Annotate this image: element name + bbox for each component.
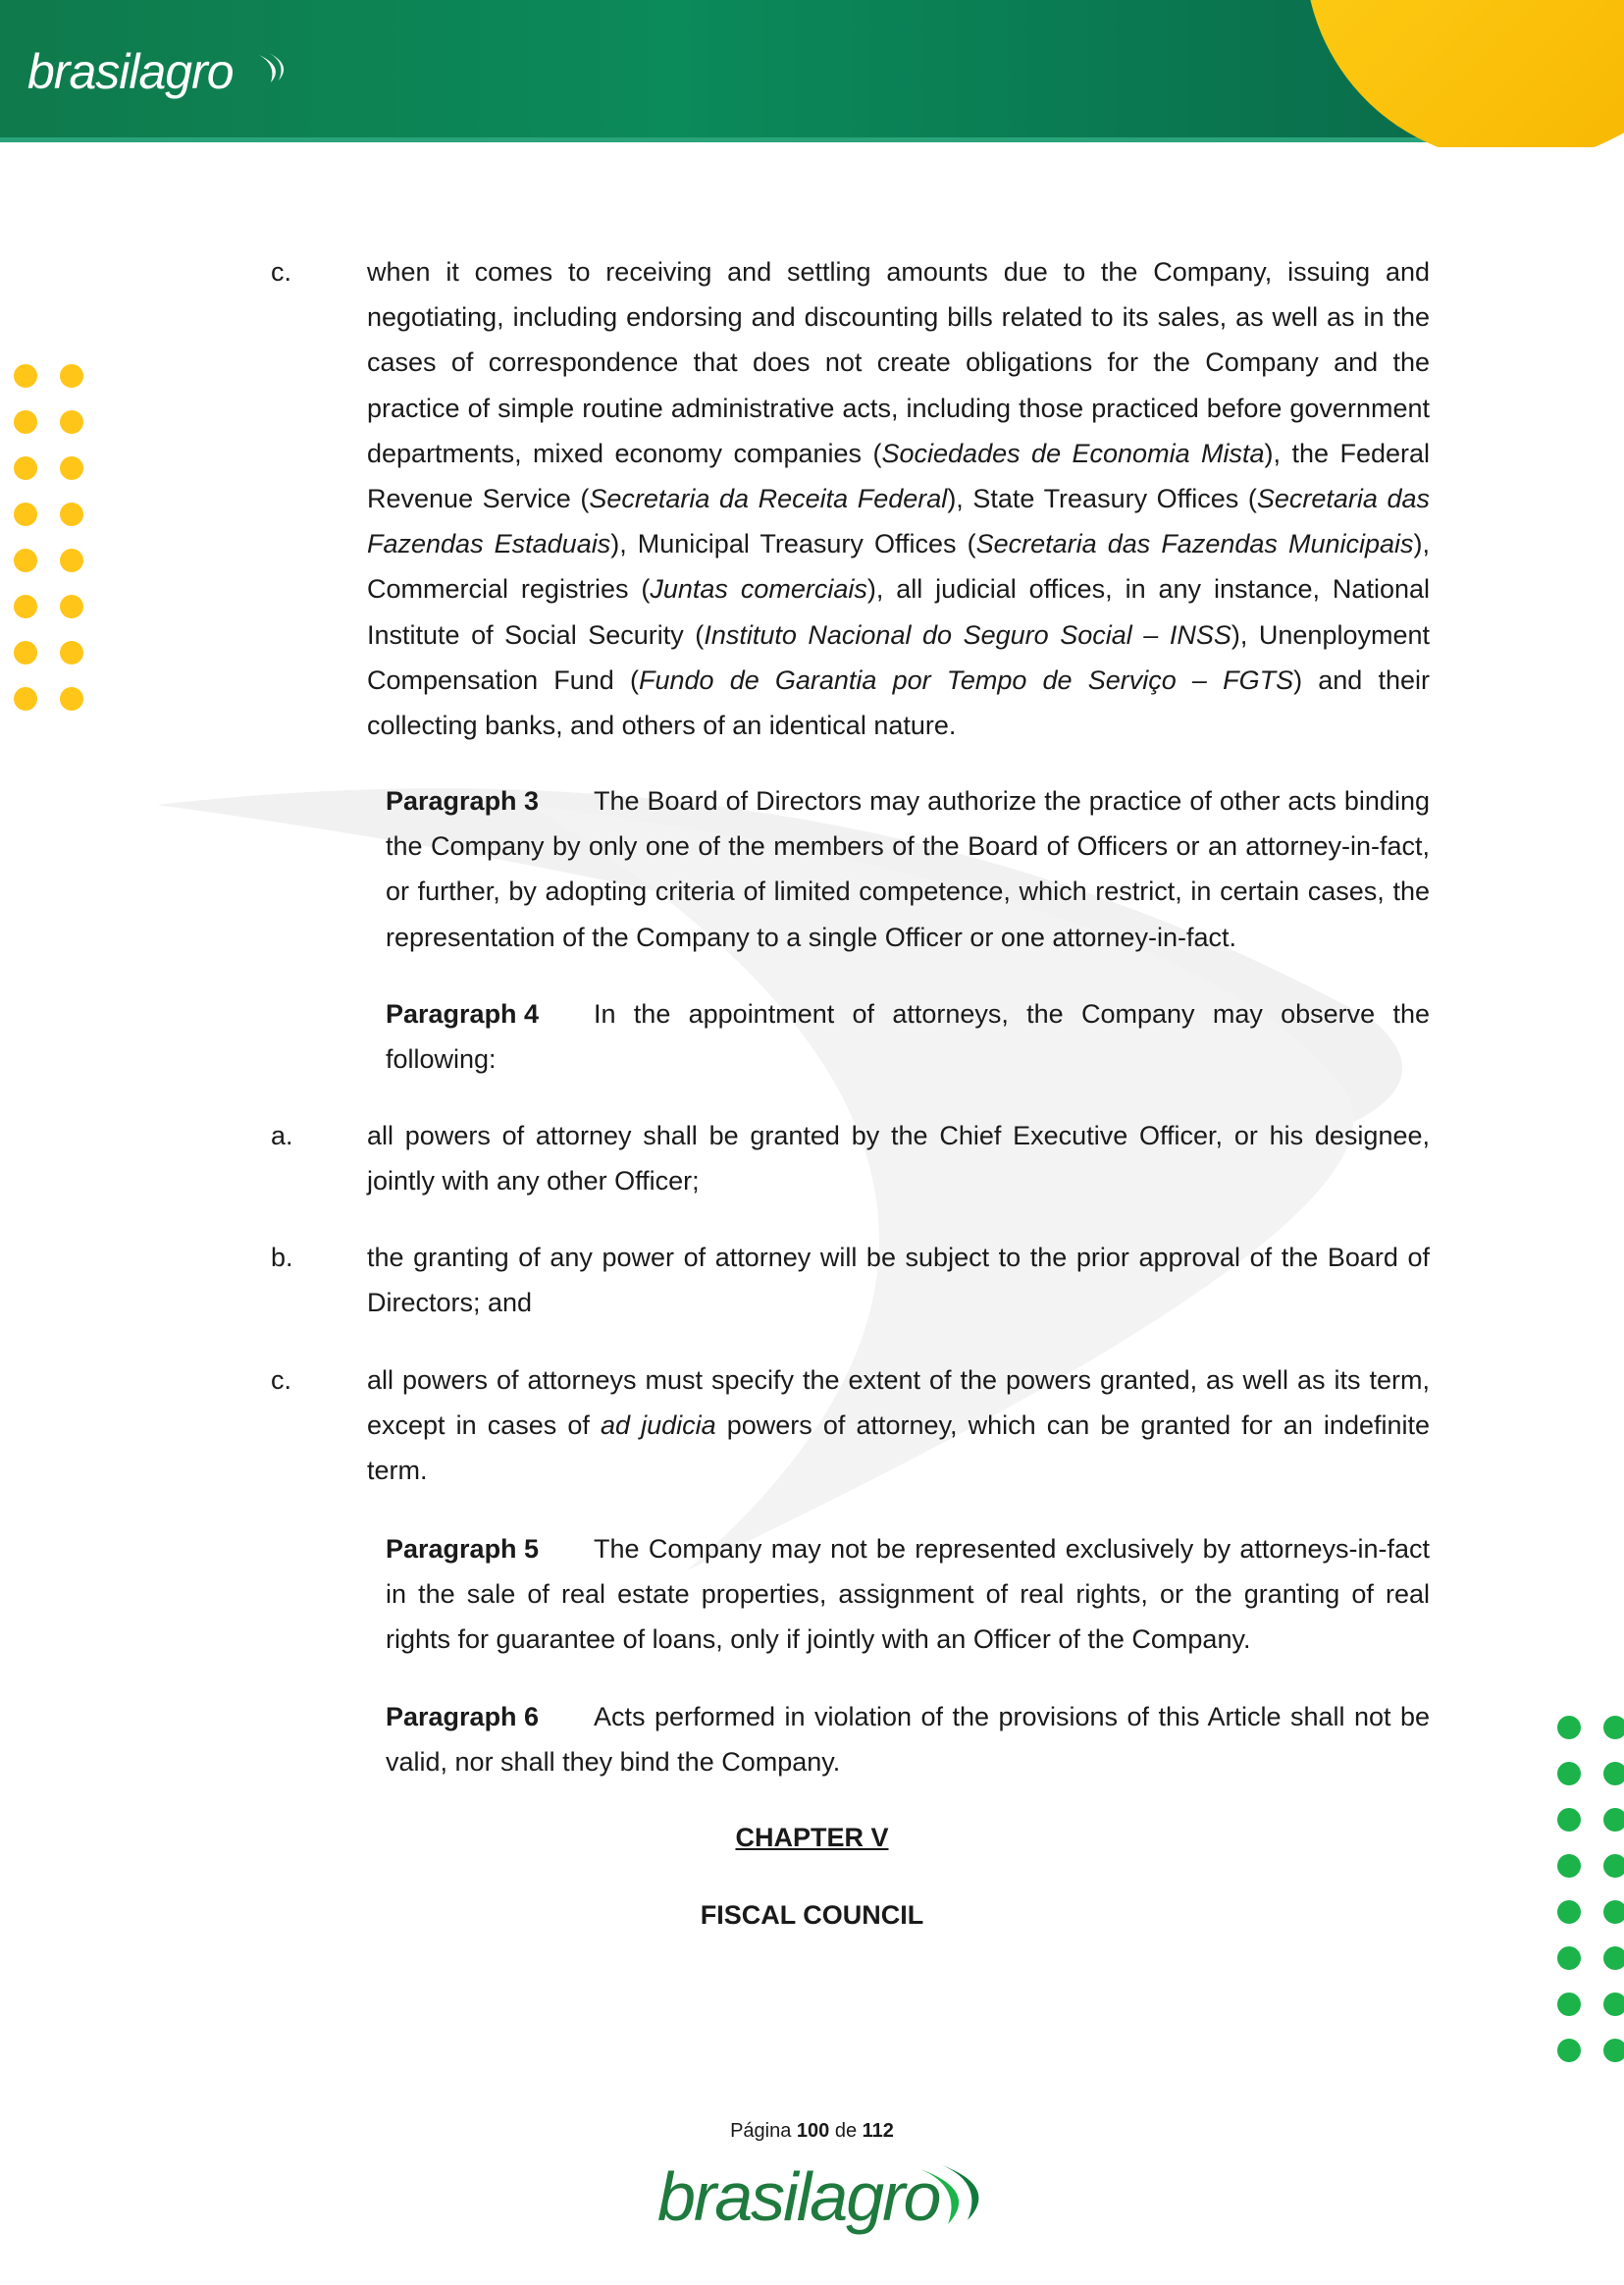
paragraph-text: In the appointment of attorneys, the Company may observe the following:: [386, 999, 1430, 1075]
paragraph-text: The Board of Directors may authorize the practice of other acts binding the Company by only one of the members of the Board of Officers or an attorney-in-fact, or further, by adopting criteria of limited competence, which restrict, in certain cases, the representation of the Company to a single Officer or one attorney-in-fact.: [386, 786, 1430, 952]
italic-run: Secretaria das Fazendas Municipais: [975, 529, 1414, 559]
dot: [1557, 1762, 1581, 1785]
text-run: ), State Treasury Offices (: [947, 484, 1257, 514]
text-run: when it comes to receiving and settling amounts due to the Company, issuing and negotiating, including endorsing and discounting bills related to its sales, as well as in the cases of correspondence that does not create obligations for the Company and the practice of simple routine administrative acts, including those practiced before government departments, mixed economy companies (: [367, 257, 1430, 468]
list-marker: c.: [271, 257, 292, 287]
page-number: [0, 2120, 1624, 2143]
footer-logo: [657, 2157, 1011, 2246]
dot: [60, 456, 83, 480]
list-item-a-text: all powers of attorney shall be granted by the Chief Executive Officer, or his designee, jointly with any other Officer;: [367, 1121, 1430, 1196]
paragraph-title: Paragraph 4: [386, 999, 540, 1029]
left-dot-grid: [14, 364, 83, 711]
dot: [1603, 1946, 1624, 1970]
dot: [1557, 1946, 1581, 1970]
page-separator: de: [834, 2120, 858, 2142]
chapter-title: CHAPTER V: [735, 1823, 889, 1852]
dot: [14, 595, 37, 618]
dot: [1557, 2039, 1581, 2062]
paragraph-3: [386, 778, 1430, 960]
list-marker: a.: [271, 1121, 293, 1150]
dot: [14, 410, 37, 434]
dot: [1557, 1716, 1581, 1739]
dot: [60, 503, 83, 526]
italic-run: Secretaria da Receita Federal: [589, 484, 948, 514]
paragraph-6: [386, 1694, 1430, 1784]
text-run: ), all judicial offices, in any instance, National Institute of Social Security (: [367, 574, 1430, 650]
logo-chevrons-icon: [255, 51, 290, 86]
list-item-c-text: [367, 249, 1430, 748]
dot: [1603, 1993, 1624, 2016]
paragraph-title: Paragraph 3: [386, 786, 540, 816]
dot: [60, 687, 83, 711]
italic-run: Instituto Nacional do Seguro Social – INSS: [704, 619, 1231, 650]
text-run: ), Municipal Treasury Offices (: [610, 529, 976, 559]
logo-chevrons-icon: [915, 2161, 993, 2230]
italic-run: Sociedades de Economia Mista: [881, 438, 1265, 468]
header-logo: [27, 43, 234, 100]
dot: [1603, 1854, 1624, 1878]
paragraph-4: [386, 991, 1430, 1082]
right-dot-grid: [1557, 1716, 1624, 2062]
dot: [14, 687, 37, 711]
page-label: Página: [730, 2120, 792, 2142]
dot: [14, 549, 37, 572]
text-run: ) and their collecting banks, and others of an identical nature.: [367, 664, 1430, 741]
paragraph-5: [386, 1526, 1430, 1663]
text-run: ), Unenployment Compensation Fund (: [367, 619, 1430, 695]
list-marker: c.: [271, 1365, 292, 1395]
text-run: ), the Federal Revenue Service (: [367, 438, 1431, 514]
page-current: 100: [796, 2120, 830, 2142]
dot: [60, 595, 83, 618]
dot: [14, 641, 37, 664]
paragraph-title: Paragraph 5: [386, 1534, 540, 1564]
dot: [60, 549, 83, 572]
dot: [60, 410, 83, 434]
list-marker: b.: [271, 1243, 293, 1272]
italic-run: Juntas comerciais: [650, 574, 867, 605]
dot: [1603, 2039, 1624, 2062]
paragraph-title: Paragraph 6: [386, 1702, 540, 1731]
chapter-subtitle: FISCAL COUNCIL: [700, 1900, 924, 1930]
header-accent-line: [0, 137, 1452, 142]
footer-logo-text: brasilagro: [657, 2158, 940, 2235]
dot: [60, 364, 83, 388]
italic-run: Fundo de Garantia por Tempo de Serviço – FGTS: [638, 664, 1294, 695]
dot: [14, 364, 37, 388]
page-total: 112: [862, 2120, 894, 2142]
dot: [1603, 1716, 1624, 1739]
dot: [1557, 1854, 1581, 1878]
dot: [14, 456, 37, 480]
list-item-b-text: the granting of any power of attorney will be subject to the prior approval of the Board of Directors; and: [367, 1243, 1430, 1318]
dot: [60, 641, 83, 664]
page-header: [0, 0, 1624, 147]
dot: [14, 503, 37, 526]
text-run: ), Commercial registries (: [367, 529, 1431, 605]
text-run: all powers of attorneys must specify the extent of the powers granted, as well as its term, except in cases of: [367, 1365, 1430, 1441]
paragraph-text: Acts performed in violation of the provisions of this Article shall not be valid, nor shall they bind the Company.: [386, 1702, 1430, 1778]
dot: [1603, 1762, 1624, 1785]
list-item-c2-text: [367, 1357, 1430, 1494]
text-run: powers of attorney, which can be granted for an indefinite term.: [367, 1410, 1431, 1486]
header-logo-text: brasilagro: [27, 44, 234, 99]
dot: [1557, 1993, 1581, 2016]
italic-run: ad judicia: [601, 1410, 716, 1441]
paragraph-text: The Company may not be represented exclusively by attorneys-in-fact in the sale of real estate properties, assignment of real rights, or the granting of real rights for guarantee of loans, only if jointly with an Officer of the Company.: [386, 1534, 1430, 1655]
italic-run: Secretaria das Fazendas Estaduais: [367, 484, 1431, 559]
